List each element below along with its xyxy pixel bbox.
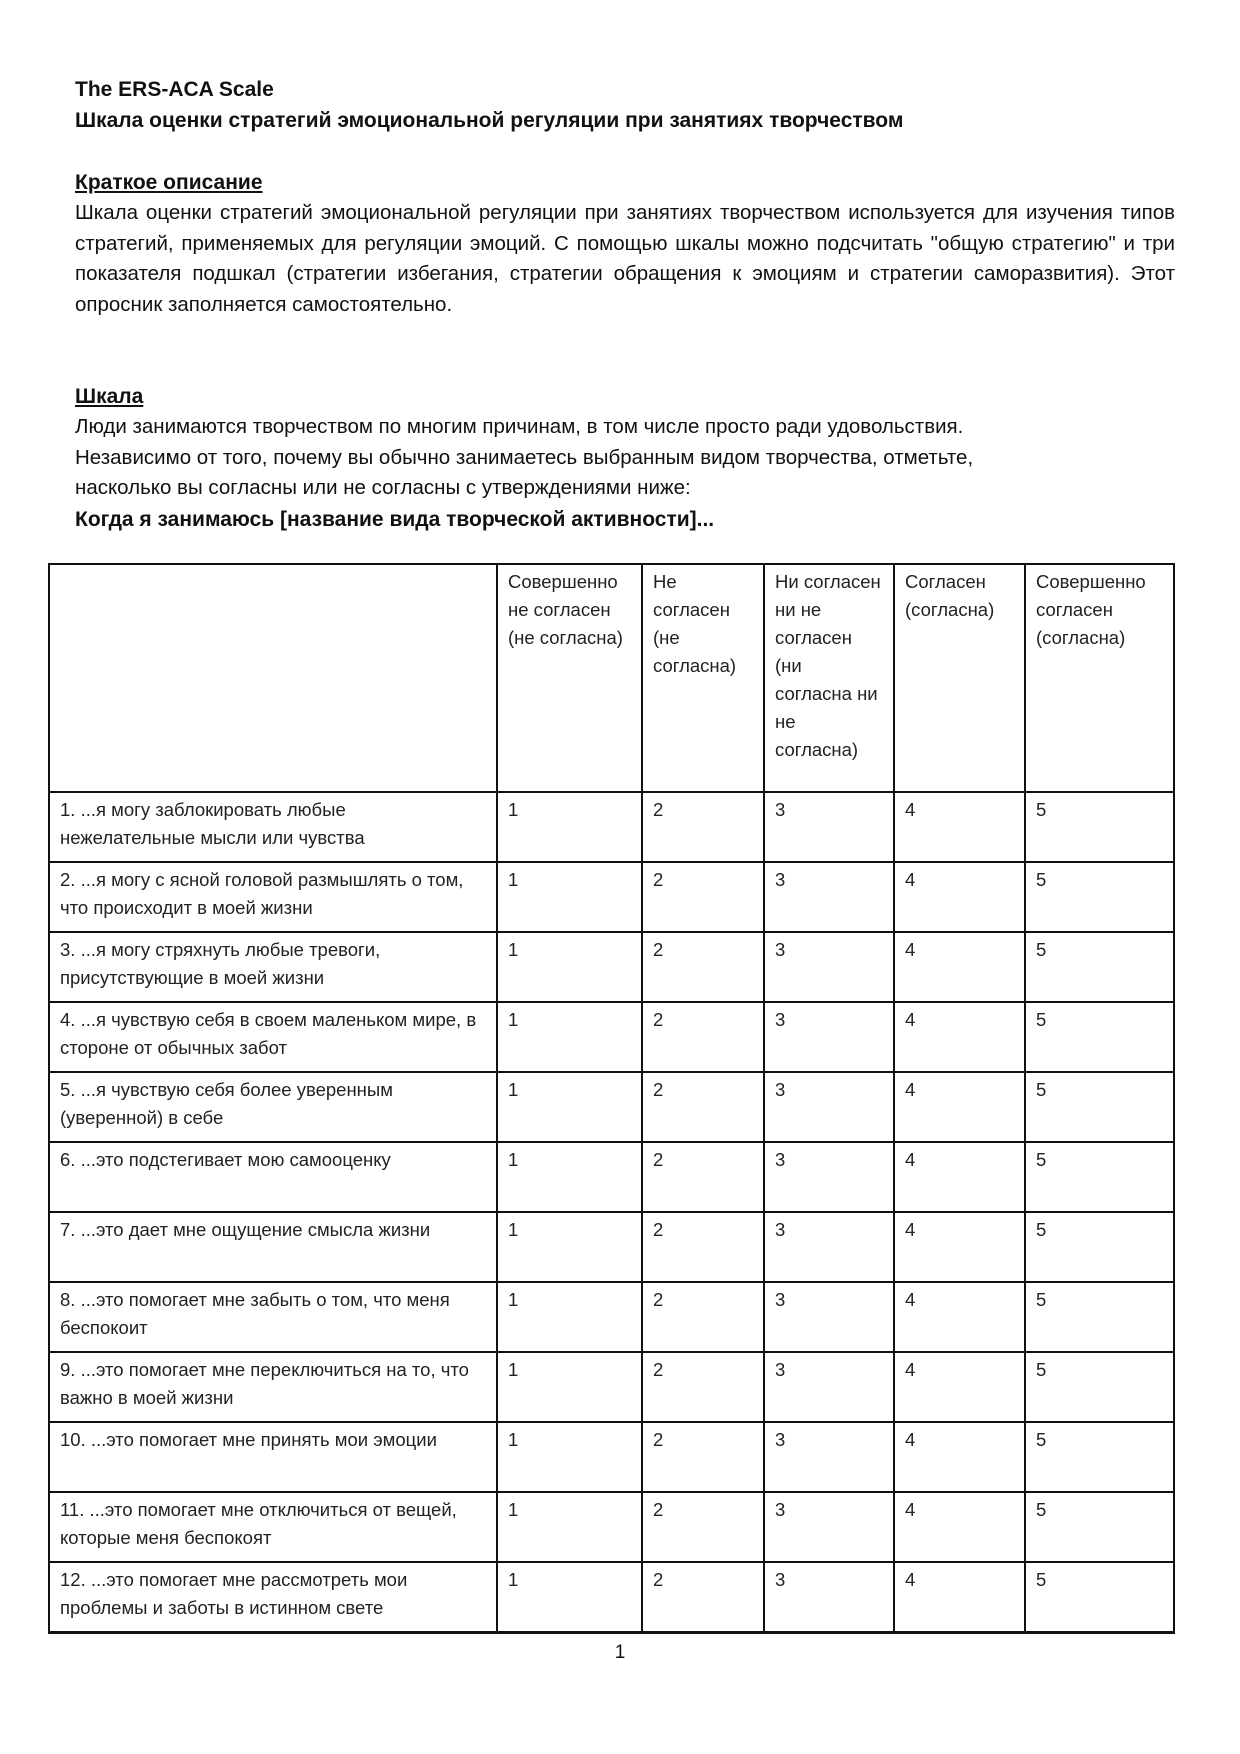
table-header-row bbox=[49, 564, 1174, 792]
rating-option-1[interactable]: 1 bbox=[497, 1562, 642, 1632]
scale-intro-line-1: Люди занимаются творчеством по многим причинам, в том числе просто ради удовольствия. bbox=[75, 415, 964, 438]
table-row bbox=[49, 1352, 1174, 1422]
table-row bbox=[49, 1422, 1174, 1492]
rating-option-3[interactable]: 3 bbox=[764, 1142, 894, 1212]
rating-option-1[interactable]: 1 bbox=[497, 1212, 642, 1282]
table-row bbox=[49, 1212, 1174, 1282]
rating-option-5[interactable]: 5 bbox=[1025, 1212, 1174, 1282]
scale-heading: Шкала bbox=[75, 385, 144, 408]
rating-option-4[interactable]: 4 bbox=[894, 1212, 1025, 1282]
rating-option-1[interactable]: 1 bbox=[497, 862, 642, 932]
statement-cell: 8. ...это помогает мне забыть о том, что меня беспокоит bbox=[49, 1282, 497, 1352]
statement-cell: 4. ...я чувствую себя в своем маленьком мире, в стороне от обычных забот bbox=[49, 1002, 497, 1072]
rating-option-5[interactable]: 5 bbox=[1025, 1072, 1174, 1142]
summary-section bbox=[75, 167, 1175, 320]
statement-cell: 3. ...я могу стряхнуть любые тревоги, присутствующие в моей жизни bbox=[49, 932, 497, 1002]
title-block bbox=[75, 74, 1175, 136]
rating-option-2[interactable]: 2 bbox=[642, 1562, 764, 1632]
rating-option-2[interactable]: 2 bbox=[642, 1072, 764, 1142]
header-cell-disagree: Не согласен (не согласна) bbox=[642, 564, 764, 792]
rating-option-2[interactable]: 2 bbox=[642, 1492, 764, 1562]
rating-option-4[interactable]: 4 bbox=[894, 1352, 1025, 1422]
rating-option-5[interactable]: 5 bbox=[1025, 1282, 1174, 1352]
rating-option-5[interactable]: 5 bbox=[1025, 1002, 1174, 1072]
rating-option-4[interactable]: 4 bbox=[894, 1562, 1025, 1632]
rating-option-1[interactable]: 1 bbox=[497, 1142, 642, 1212]
rating-option-3[interactable]: 3 bbox=[764, 862, 894, 932]
rating-option-4[interactable]: 4 bbox=[894, 1282, 1025, 1352]
summary-heading: Краткое описание bbox=[75, 171, 263, 194]
rating-option-4[interactable]: 4 bbox=[894, 1492, 1025, 1562]
statement-cell: 12. ...это помогает мне рассмотреть мои проблемы и заботы в истинном свете bbox=[49, 1562, 497, 1632]
table-row bbox=[49, 1142, 1174, 1212]
rating-option-5[interactable]: 5 bbox=[1025, 1562, 1174, 1632]
rating-option-3[interactable]: 3 bbox=[764, 932, 894, 1002]
table-row bbox=[49, 932, 1174, 1002]
rating-option-3[interactable]: 3 bbox=[764, 1422, 894, 1492]
rating-option-2[interactable]: 2 bbox=[642, 1142, 764, 1212]
table-row bbox=[49, 1282, 1174, 1352]
rating-option-2[interactable]: 2 bbox=[642, 932, 764, 1002]
statement-cell: 7. ...это дает мне ощущение смысла жизни bbox=[49, 1212, 497, 1282]
rating-option-3[interactable]: 3 bbox=[764, 1282, 894, 1352]
rating-option-2[interactable]: 2 bbox=[642, 792, 764, 862]
table-row bbox=[49, 792, 1174, 862]
rating-option-1[interactable]: 1 bbox=[497, 1002, 642, 1072]
rating-option-3[interactable]: 3 bbox=[764, 1352, 894, 1422]
rating-option-3[interactable]: 3 bbox=[764, 1212, 894, 1282]
rating-option-1[interactable]: 1 bbox=[497, 792, 642, 862]
rating-option-1[interactable]: 1 bbox=[497, 1282, 642, 1352]
rating-option-1[interactable]: 1 bbox=[497, 1422, 642, 1492]
rating-option-3[interactable]: 3 bbox=[764, 1002, 894, 1072]
scale-intro-line-2: Независимо от того, почему вы обычно занимаетесь выбранным видом творчества, отметьте, bbox=[75, 445, 974, 469]
rating-option-3[interactable]: 3 bbox=[764, 792, 894, 862]
statement-cell: 5. ...я чувствую себя более уверенным (уверенной) в себе bbox=[49, 1072, 497, 1142]
rating-option-3[interactable]: 3 bbox=[764, 1072, 894, 1142]
header-cell-strongly-agree: Совершенно согласен (согласна) bbox=[1025, 564, 1174, 792]
rating-option-5[interactable]: 5 bbox=[1025, 1352, 1174, 1422]
rating-option-2[interactable]: 2 bbox=[642, 1212, 764, 1282]
rating-option-1[interactable]: 1 bbox=[497, 932, 642, 1002]
header-cell-agree: Согласен (согласна) bbox=[894, 564, 1025, 792]
statement-cell: 1. ...я могу заблокировать любые нежелательные мысли или чувства bbox=[49, 792, 497, 862]
statement-cell: 9. ...это помогает мне переключиться на то, что важно в моей жизни bbox=[49, 1352, 497, 1422]
rating-option-5[interactable]: 5 bbox=[1025, 1142, 1174, 1212]
rating-option-4[interactable]: 4 bbox=[894, 932, 1025, 1002]
rating-option-3[interactable]: 3 bbox=[764, 1492, 894, 1562]
rating-option-2[interactable]: 2 bbox=[642, 862, 764, 932]
summary-text: Шкала оценки стратегий эмоциональной регуляции при занятиях творчеством используется для изучения типов стратегий, применяемых для регуляции эмоций. С помощью шкалы можно подсчитать "общую стратегию" и три показателя подшкал (стратегии избегания, стратегии обращения к эмоциям и стратегии саморазвития). Этот опросник заполняется самостоятельно. bbox=[75, 201, 1175, 316]
rating-option-5[interactable]: 5 bbox=[1025, 932, 1174, 1002]
rating-option-4[interactable]: 4 bbox=[894, 792, 1025, 862]
rating-option-4[interactable]: 4 bbox=[894, 1142, 1025, 1212]
statement-cell: 10. ...это помогает мне принять мои эмоции bbox=[49, 1422, 497, 1492]
header-cell-strongly-disagree: Совершенно не согласен (не согласна) bbox=[497, 564, 642, 792]
statement-cell: 6. ...это подстегивает мою самооценку bbox=[49, 1142, 497, 1212]
rating-option-1[interactable]: 1 bbox=[497, 1072, 642, 1142]
rating-option-1[interactable]: 1 bbox=[497, 1492, 642, 1562]
statement-cell: 11. ...это помогает мне отключиться от вещей, которые меня беспокоят bbox=[49, 1492, 497, 1562]
rating-option-2[interactable]: 2 bbox=[642, 1352, 764, 1422]
title-english: The ERS-ACA Scale bbox=[75, 78, 274, 101]
scale-intro-line-3: насколько вы согласны или не согласны с утверждениями ниже: bbox=[75, 476, 691, 499]
rating-option-4[interactable]: 4 bbox=[894, 862, 1025, 932]
rating-option-1[interactable]: 1 bbox=[497, 1352, 642, 1422]
table-row bbox=[49, 1492, 1174, 1562]
table-row bbox=[49, 862, 1174, 932]
rating-option-2[interactable]: 2 bbox=[642, 1002, 764, 1072]
rating-option-4[interactable]: 4 bbox=[894, 1072, 1025, 1142]
rating-option-2[interactable]: 2 bbox=[642, 1282, 764, 1352]
rating-option-5[interactable]: 5 bbox=[1025, 1422, 1174, 1492]
rating-option-4[interactable]: 4 bbox=[894, 1422, 1025, 1492]
table-row bbox=[49, 1562, 1174, 1632]
table-row bbox=[49, 1072, 1174, 1142]
rating-option-5[interactable]: 5 bbox=[1025, 792, 1174, 862]
page-number: 1 bbox=[614, 1642, 626, 1663]
rating-option-5[interactable]: 5 bbox=[1025, 862, 1174, 932]
statement-cell: 2. ...я могу с ясной головой размышлять о том, что происходит в моей жизни bbox=[49, 862, 497, 932]
scale-lead: Когда я занимаюсь [название вида творческой активности]... bbox=[75, 507, 715, 531]
header-cell-neutral: Ни согласен ни не согласен (ни согласна ни не согласна) bbox=[764, 564, 894, 792]
rating-option-2[interactable]: 2 bbox=[642, 1422, 764, 1492]
rating-option-4[interactable]: 4 bbox=[894, 1002, 1025, 1072]
rating-option-3[interactable]: 3 bbox=[764, 1562, 894, 1632]
header-cell-statement bbox=[49, 564, 497, 792]
table-row bbox=[49, 1002, 1174, 1072]
title-russian: Шкала оценки стратегий эмоциональной регуляции при занятиях творчеством bbox=[75, 109, 904, 132]
scale-section bbox=[75, 381, 1175, 535]
rating-option-5[interactable]: 5 bbox=[1025, 1492, 1174, 1562]
rating-table bbox=[48, 563, 1175, 1634]
